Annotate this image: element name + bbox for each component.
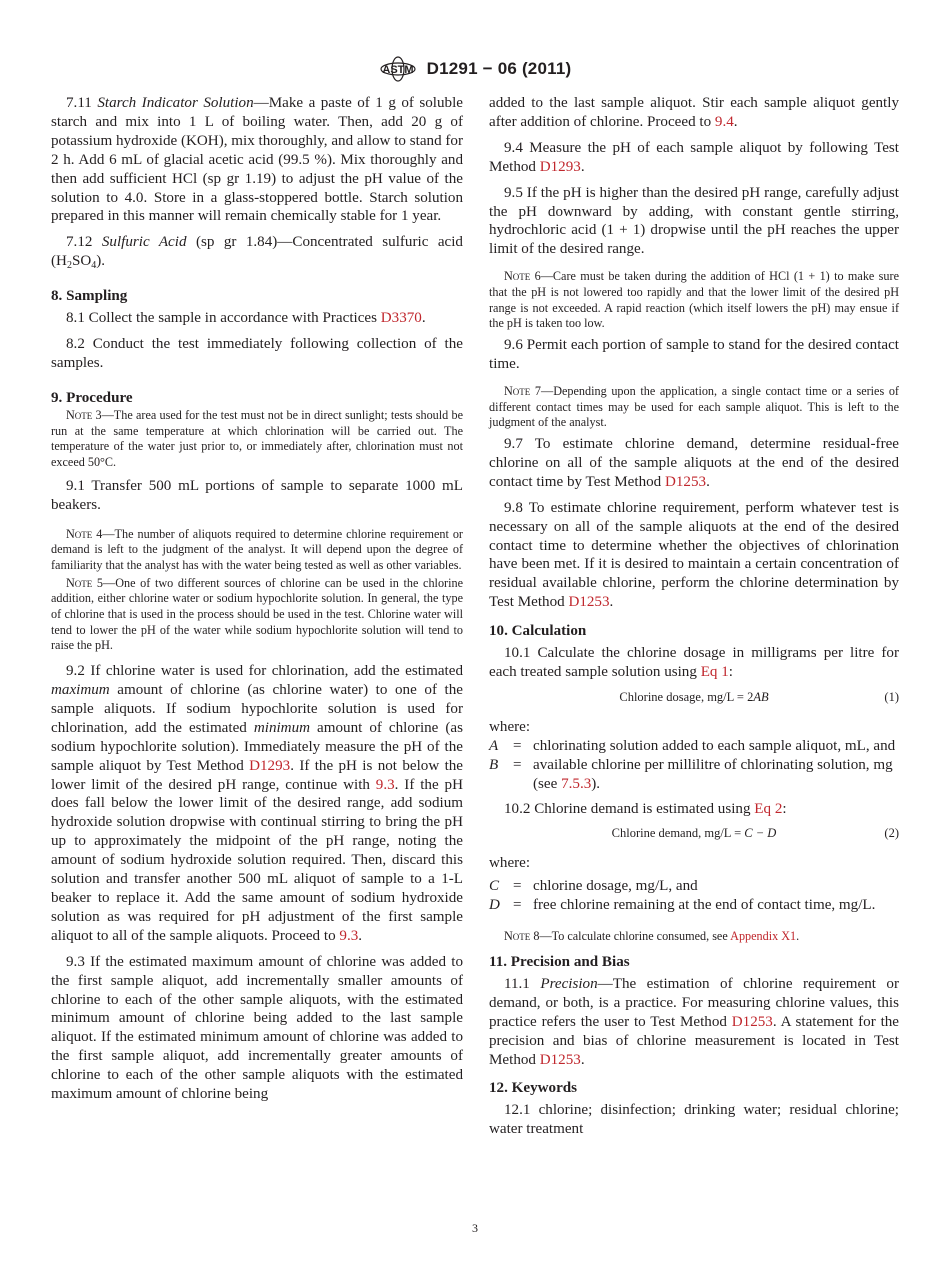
link-d1253[interactable]: D1253 — [664, 473, 707, 490]
paragraph-9-3-continued: added to the last sample aliquot. Stir each sample aliquot gently after addition of chlorine. Proceed to 9.4. — [489, 95, 899, 130]
paragraph-9-5: 9.5 If the pH is higher than the desired pH range, carefully adjust the pH downward by adding, with constant gentle stirring, hydrochloric acid (1 + 1) dropwise until the pH reaches the upper limit of the desired range. — [489, 184, 899, 258]
note-8: Note 8—To calculate chlorine consumed, see Appendix X1. — [504, 929, 800, 944]
link-d3370[interactable]: D3370 — [380, 310, 422, 327]
note-6: Note 6—Care must be taken during the addition of HCl (1 + 1) to make sure that the pH is not lowered too rapidly and that the lower limit of the desired pH range is not exceeded. A rapid reaction (which itself lowers the pH) may ensue if the pH is taken too low. — [489, 269, 899, 331]
paragraph-10-1: 10.1 Calculate the chlorine dosage in milligrams per litre for each treated sample solution using Eq 1: — [489, 645, 899, 681]
link-d1253[interactable]: D1253 — [568, 594, 610, 611]
paragraph-12-1: 12.1 chlorine; disinfection; drinking water; residual chlorine; water treatment — [489, 1102, 899, 1138]
link-9-3[interactable]: 9.3 — [339, 927, 359, 944]
link-9-3[interactable]: 9.3 — [375, 776, 395, 793]
paragraph-9-1: 9.1 Transfer 500 mL portions of sample to separate 1000 mL beakers. — [51, 477, 463, 513]
note-4: Note 4—The number of aliquots required to determine chlorine requirement or demand is left to the judgment of the analyst. It will depend upon the degree of familiarity that the analyst has with the water being tested as well as other variables. — [51, 526, 463, 572]
section-heading-sampling: 8. Sampling — [51, 288, 128, 305]
equation-number: (1) — [884, 689, 899, 704]
paragraph-9-2: 9.2 If chlorine water is used for chlorination, add the estimated maximum amount of chlorine (as chlorine water) to one of the sample aliquots. If sodium hypochlorite solution is used for chlorination, add the estimated minimum amount of chlorine (as sodium hypochlorite solution). Immediately measure the pH of the sample aliquot by Test Method D1293. If the pH is not below the lower limit of the desired pH range, continue with 9.3. If the pH does fall below the lower limit of the desired range, add sodium hydroxide solution dropwise with continual stirring to bring the pH up to approximately the midpoint of the pH range, noting the amount of sodium hydroxide solution required. Then, discard this solution and transfer another 500 mL aliquot of sample to a 1-L beaker to replace it. Add the same amount of sodium hydroxide solution as was required for pH adjustment of the first sample aliquot to all of the sample aliquots. Proceed to 9.3. — [51, 663, 464, 944]
right-column — [489, 94, 899, 1146]
document-designation: D1291 − 06 (2011) — [426, 59, 572, 78]
section-heading-precision-bias: 11. Precision and Bias — [489, 953, 630, 970]
paragraph-9-4: 9.4 Measure the pH of each sample aliquot by following Test Method D1293. — [489, 139, 899, 175]
paragraph-9-8: 9.8 To estimate chlorine requirement, perform whatever test is necessary on all of the sample aliquots at the end of the desired contact time to determine whether the objectives of chlorination have been met. If it is desired to maintain a certain concentration of residual available chlorine, perform the chlorine determination by Test Method D1253. — [489, 499, 899, 611]
section-heading-keywords: 12. Keywords — [489, 1080, 578, 1097]
link-eq-2[interactable]: Eq 2 — [754, 800, 783, 817]
paragraph-9-6: 9.6 Permit each portion of sample to stand for the desired contact time. — [489, 337, 899, 372]
paragraph-10-2: 10.2 Chlorine demand is estimated using Eq 2: — [504, 800, 787, 817]
section-heading-calculation: 10. Calculation — [489, 623, 587, 640]
paragraph-7-12: 7.12 Sulfuric Acid (sp gr 1.84)—Concentrated sulfuric acid $(H_2SO_4)$. — [51, 234, 463, 272]
link-d1293[interactable]: D1293 — [539, 158, 581, 175]
section-heading-procedure: 9. Procedure — [51, 389, 133, 406]
link-d1253[interactable]: D1253 — [539, 1051, 581, 1068]
note-7: Note 7—Depending upon the application, a single contact time or a series of different contact times may be used for each sample aliquot. This is left to the judgment of the analyst. — [489, 383, 899, 430]
paragraph-11-1: 11.1 Precision—The estimation of chlorine requirement or demand, or both, is a practice. For measuring chlorine values, this practice refers the user to Test Method D1253. A statement for the precision and bias of chlorine measurement is located in Test Method D1253. — [489, 975, 900, 1068]
page-header — [0, 56, 950, 84]
where-label: where: — [489, 718, 531, 735]
note-3: Note 3—The area used for the test must not be in direct sunlight; tests should be run at the same temperature at which chlorination will be carried out. The temperature of the water just prior to, or immediately after, chlorination must not exceed 50°C. — [51, 407, 463, 469]
left-column — [51, 94, 463, 1111]
link-d1293[interactable]: D1293 — [249, 757, 291, 774]
where-label: where: — [489, 855, 531, 872]
link-d1253[interactable]: D1253 — [731, 1013, 773, 1030]
note-5: Note 5—One of two different sources of chlorine can be used in the chlorine addition, either chlorine water or sodium hypochlorite solution. In general, the type of chlorine that is used in the process should be used in the test. Chlorine water will tend to lower the pH of the water while sodium hypochlorite solution will tend to raise the pH. — [51, 575, 463, 653]
equation-1: Chlorine dosage, mg/L = 2AB (1) — [619, 689, 899, 704]
paragraph-9-7: 9.7 To estimate chlorine demand, determine residual-free chlorine on all of the sample aliquots at the end of the desired contact time by Test Method D1253. — [489, 435, 899, 490]
definition-a: A = chlorinating solution added to each sample aliquot, mL, and — [489, 737, 896, 754]
paragraph-8-2: 8.2 Conduct the test immediately following collection of the samples. — [51, 336, 463, 371]
definition-d: D = free chlorine remaining at the end of contact time, mg/L. — [489, 897, 876, 914]
page-number: 3 — [472, 1221, 478, 1235]
link-9-4[interactable]: 9.4 — [714, 113, 734, 130]
paragraph-9-3: 9.3 If the estimated maximum amount of chlorine was added to the first sample aliquot, add incrementally smaller amounts of chlorine to each of the other sample aliquots, with the estimated minimum amount of chlorine being added to the last sample aliquot. If the estimated minimum amount of chlorine was added to the first sample aliquot, add incrementally greater amounts of chlorine to each of the other sample aliquots with the estimated maximum amount of chlorine being — [51, 953, 463, 1103]
equation-number: (2) — [884, 826, 899, 841]
link-7-5-3[interactable]: 7.5.3 — [561, 775, 592, 792]
link-eq-1[interactable]: Eq 1 — [700, 664, 729, 681]
definition-c: C = chlorine dosage, mg/L, and — [489, 878, 698, 895]
svg-text:ASTM: ASTM — [382, 64, 414, 76]
astm-logo-icon — [379, 56, 417, 82]
paragraph-7-11: 7.11 Starch Indicator Solution—Make a paste of 1 g of soluble starch and mix into 1 L of boiling water. Then, add 20 g of potassium hydroxide (KOH), mix thoroughly, and allow to stand for 2 h. Add 6 mL of glacial acetic acid (99.5 %). Mix thoroughly and then add sufficient HCl (sp gr 1.19) to adjust the pH value of the solution to 4.0. Store in a glass-stoppered bottle. Starch solution prepared in this manner will remain chemically stable for 1 year. — [51, 95, 463, 225]
equation-2: Chlorine demand, mg/L = C − D (2) — [611, 826, 899, 841]
definition-b: B = available chlorine per millilitre of chlorinating solution, mg (see 7.5.3). — [489, 756, 893, 792]
link-appendix-x1[interactable]: Appendix X1 — [730, 929, 797, 944]
paragraph-8-1: 8.1 Collect the sample in accordance with Practices D3370. — [66, 310, 426, 327]
